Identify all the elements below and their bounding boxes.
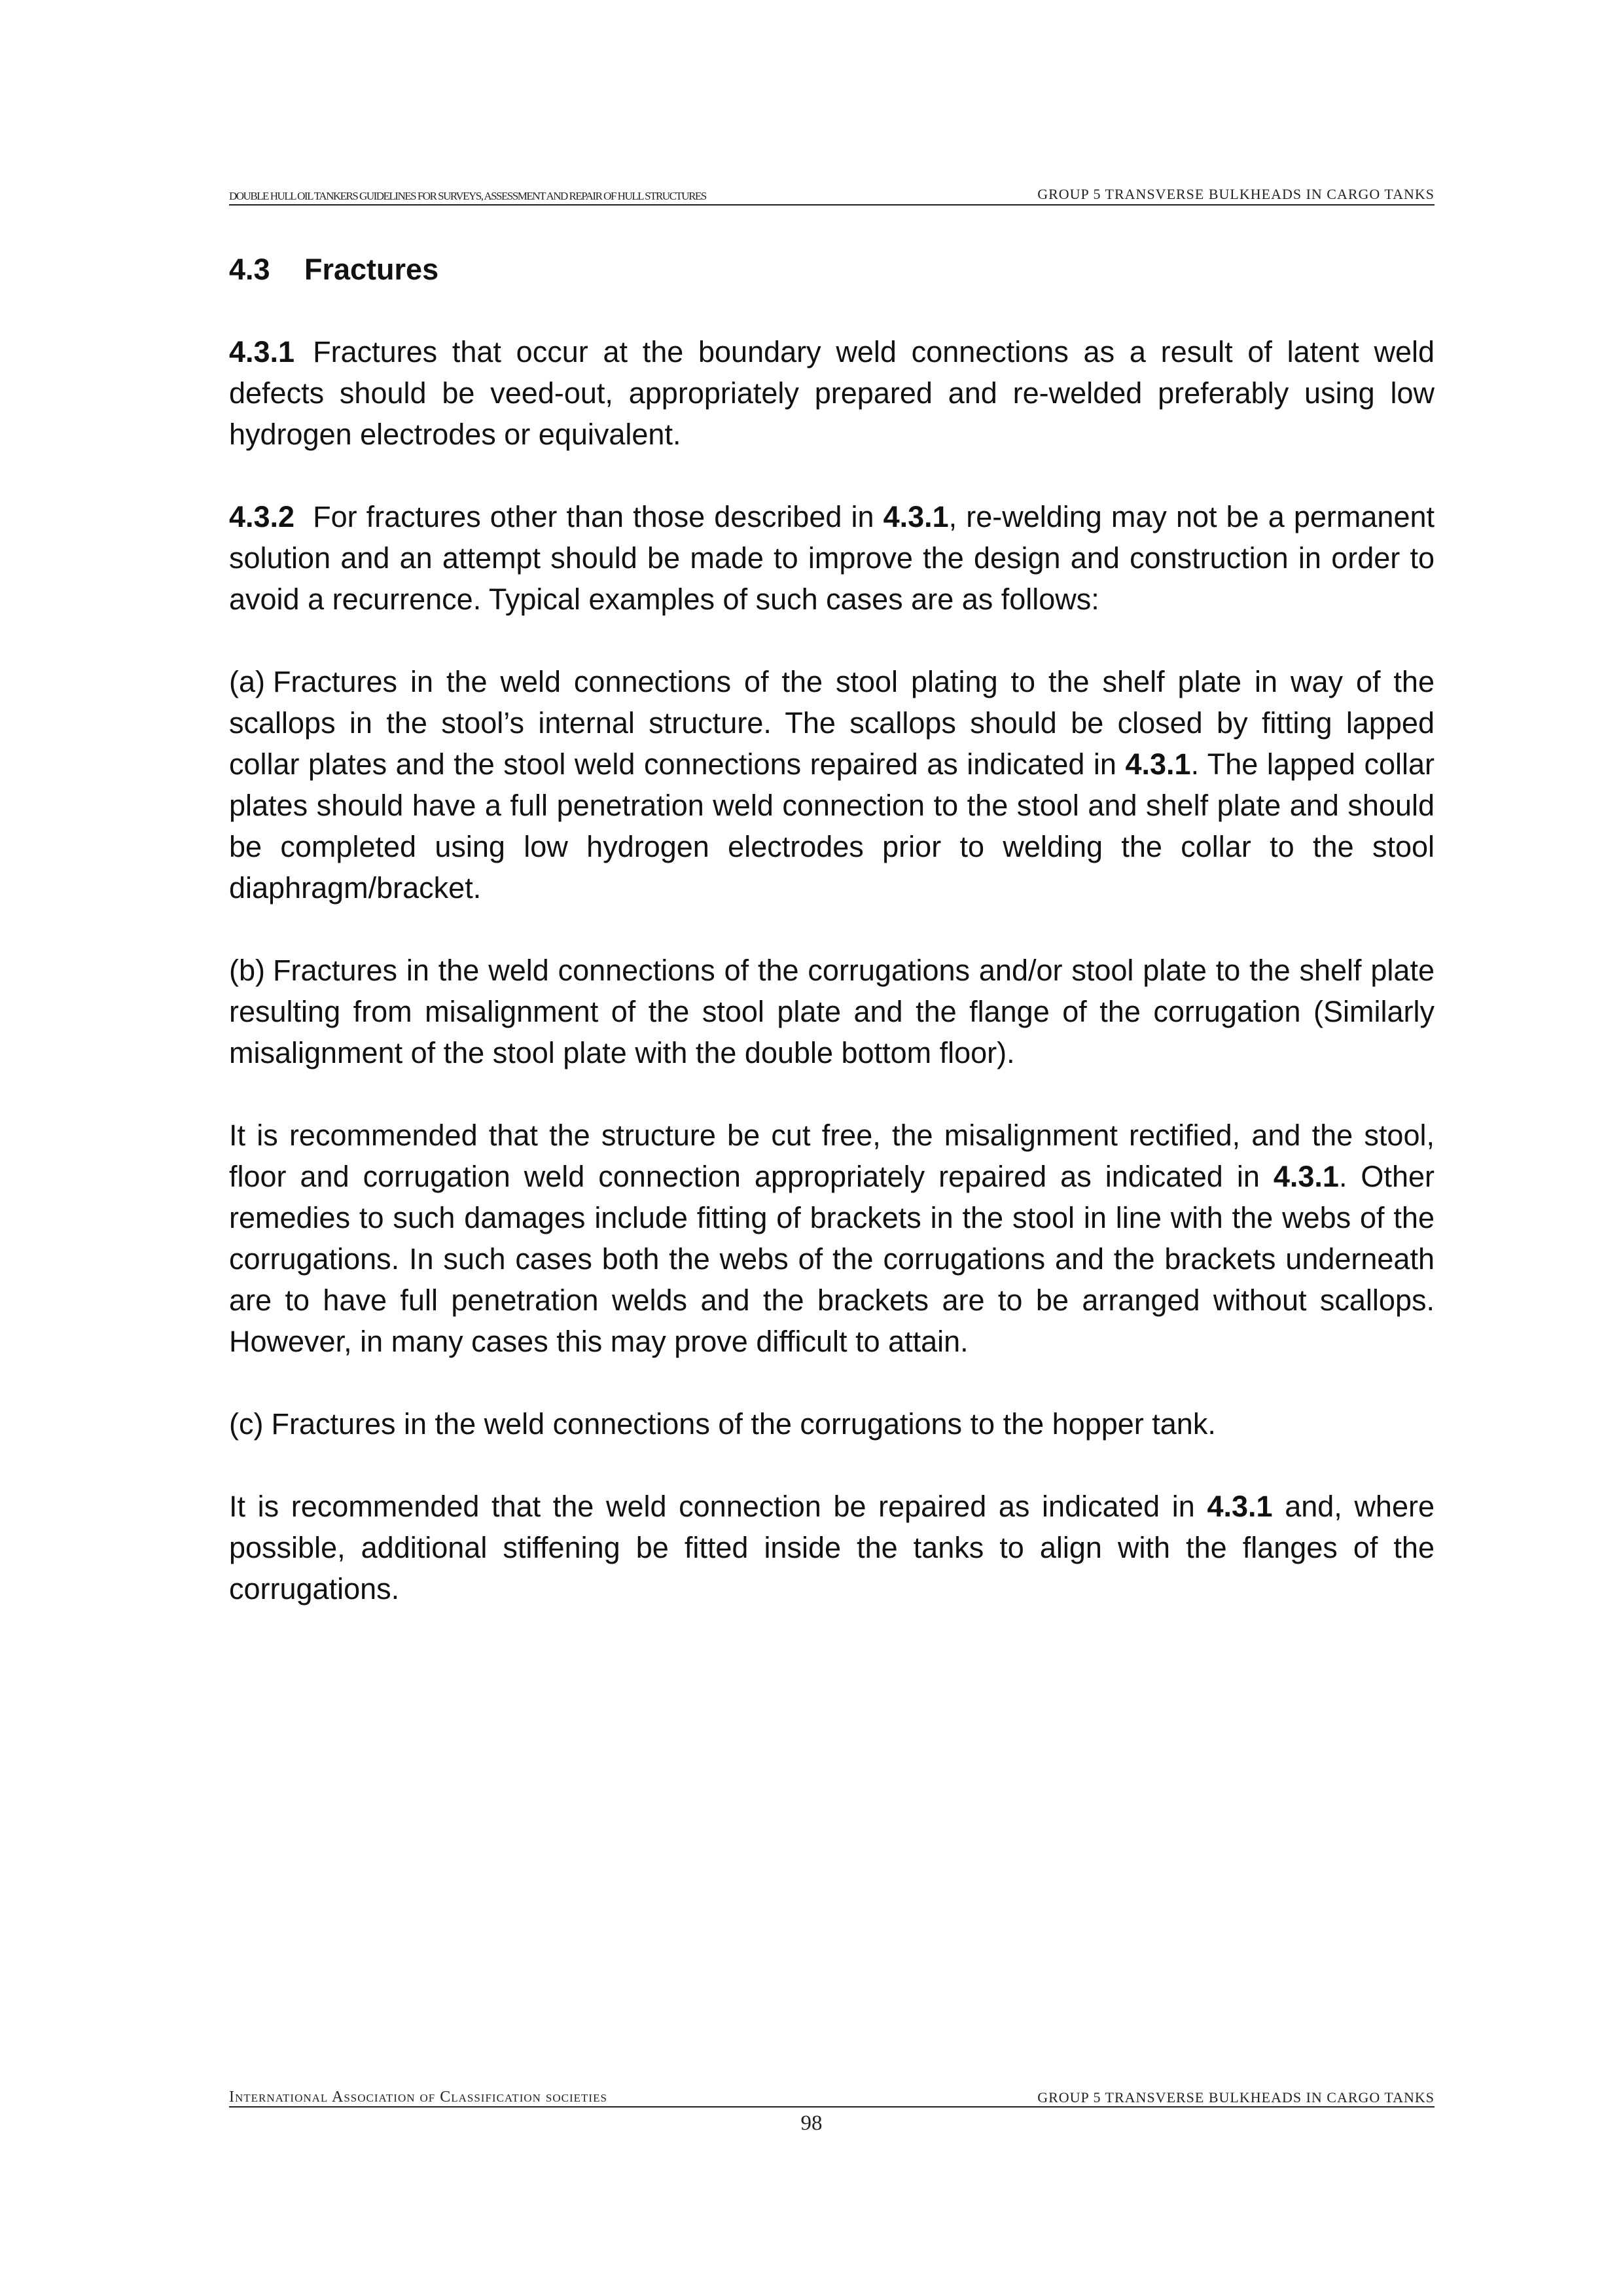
item-label: (c) <box>229 1407 264 1441</box>
recommendation-c <box>229 1486 1435 1609</box>
paragraph-text: It is recommended that the weld connection be repaired as indicated in <box>229 1490 1207 1523</box>
footer-organization: International Association of Classification societies <box>229 2089 607 2106</box>
cross-reference: 4.3.1 <box>1207 1490 1273 1523</box>
item-label: (b) <box>229 954 265 987</box>
paragraph-number: 4.3.1 <box>229 335 295 368</box>
section-number: 4.3 <box>229 253 270 286</box>
paragraph-text: For fractures other than those described in <box>313 500 883 533</box>
list-item-a <box>229 661 1435 908</box>
page-number: 98 <box>800 2111 823 2135</box>
paragraph-text: . The lapped collar plates should have a full penetration weld connection to the stool and shelf plate and should be completed using low hydrogen electrodes prior to welding the collar to the stool diaphragm/bracket. <box>229 747 1435 905</box>
paragraph-text: Fractures that occur at the boundary weld connections as a result of latent weld defects should be veed-out, appropriately prepared and re-welded preferably using low hydrogen electrodes or equivalent. <box>229 335 1435 451</box>
cross-reference: 4.3.1 <box>1273 1160 1339 1193</box>
paragraph-text: It is recommended that the structure be cut free, the misalignment rectified, and the stool, floor and corrugation weld connection appropriately repaired as indicated in <box>229 1119 1435 1193</box>
body-text <box>229 249 1435 1651</box>
section-title: Fractures <box>304 253 439 286</box>
section-heading <box>229 249 1435 290</box>
footer-rule <box>229 2106 1435 2108</box>
paragraph-number: 4.3.2 <box>229 500 295 533</box>
header-chapter-title: GROUP 5 TRANSVERSE BULKHEADS IN CARGO TANKS <box>1037 186 1435 202</box>
paragraph-4-3-2 <box>229 496 1435 620</box>
running-footer <box>229 2088 1435 2108</box>
cross-reference: 4.3.1 <box>1125 747 1191 781</box>
paragraph-4-3-1 <box>229 331 1435 455</box>
paragraph-text: Fractures in the weld connections of the corrugations to the hopper tank. <box>271 1407 1216 1441</box>
paragraph-text: . Other remedies to such damages include fitting of brackets in the stool in line with the webs of the corrugations. In such cases both the webs of the corrugations and the brackets underneath are to have full penetration welds and the brackets are to be arranged without scallops. However, in many cases this may prove difficult to attain. <box>229 1160 1435 1358</box>
cross-reference: 4.3.1 <box>883 500 949 533</box>
paragraph-text: and, where possible, additional stiffening be fitted inside the tanks to align with the flanges of the corrugations. <box>229 1490 1435 1605</box>
list-item-b <box>229 950 1435 1073</box>
header-document-title: DOUBLE HULL OIL TANKERS GUIDELINES FOR SURVEYS, ASSESSMENT AND REPAIR OF HULL STRUCTURES <box>229 190 706 202</box>
list-item-c <box>229 1403 1435 1444</box>
paragraph-text: Fractures in the weld connections of the stool plating to the shelf plate in way of the scallops in the stool’s internal structure. The scallops should be closed by fitting lapped collar plates and the stool weld connections repaired as indicated in <box>229 665 1435 781</box>
recommendation-b <box>229 1115 1435 1362</box>
item-label: (a) <box>229 665 265 698</box>
paragraph-text: Fractures in the weld connections of the corrugations and/or stool plate to the shelf plate resulting from misalignment of the stool plate and the flange of the corrugation (Similarly misalignment of the stool plate with the double bottom floor). <box>229 954 1435 1069</box>
paragraph-text: , re-welding may not be a permanent solution and an attempt should be made to improve the design and construction in order to avoid a recurrence. Typical examples of such cases are as follows: <box>229 500 1435 616</box>
footer-chapter-title: GROUP 5 TRANSVERSE BULKHEADS IN CARGO TANKS <box>1037 2089 1435 2106</box>
running-header <box>229 185 1435 206</box>
